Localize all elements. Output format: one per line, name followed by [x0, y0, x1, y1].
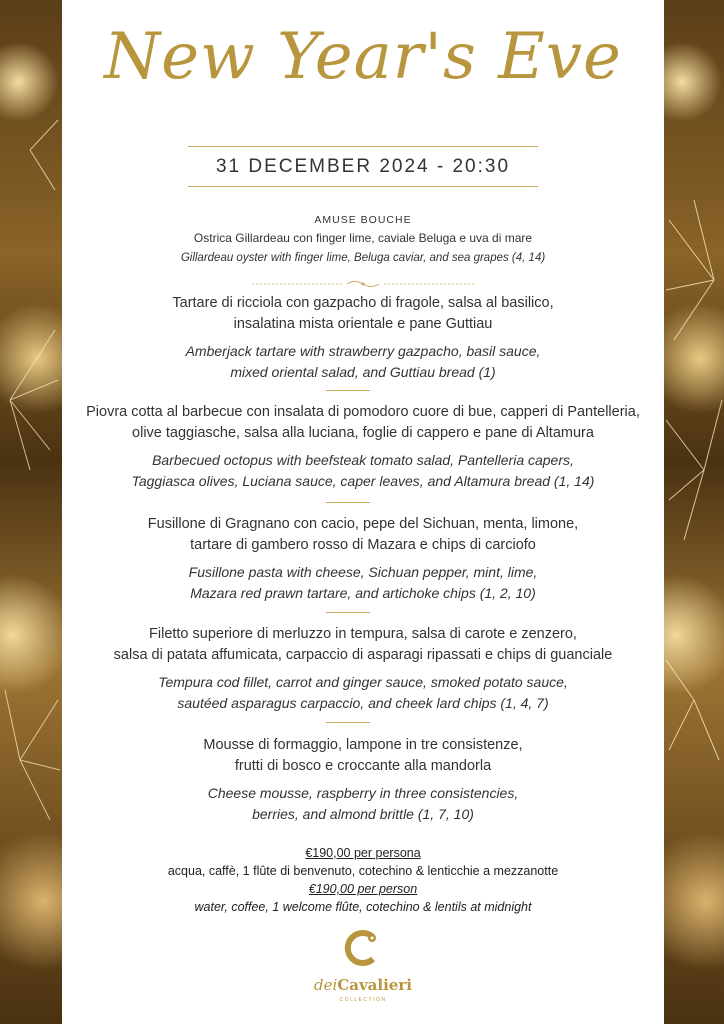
pricing-block	[62, 844, 664, 916]
course-italian-line: Tartare di ricciola con gazpacho di fragole, salsa al basilico,	[172, 295, 554, 311]
course-italian-line: Filetto superiore di merluzzo in tempura, salsa di carote e zenzero,	[149, 626, 577, 642]
brand-main: Cavalieri	[337, 976, 412, 994]
brand-name	[62, 976, 664, 994]
course-5	[62, 735, 664, 825]
date-rule-top	[188, 146, 538, 147]
course-english-line: Barbecued octopus with beefsteak tomato salad, Pantelleria capers,	[152, 452, 574, 468]
ornament-divider-icon	[252, 279, 474, 289]
course-4	[62, 624, 664, 714]
course-english-line: berries, and almond brittle (1, 7, 10)	[252, 806, 474, 822]
course-2	[62, 402, 664, 492]
event-date: 31 DECEMBER 2024 - 20:30	[215, 156, 511, 177]
course-english-line: Amberjack tartare with strawberry gazpacho, basil sauce,	[185, 343, 541, 359]
brand-collection: COLLECTION	[339, 997, 387, 1003]
course-english-line: Fusillone pasta with cheese, Sichuan pepper, mint, lime,	[188, 564, 538, 580]
course-separator	[326, 390, 370, 391]
course-english-line: mixed oriental salad, and Guttiau bread (1)	[230, 364, 496, 380]
amuse-italian: Ostrica Gillardeau con finger lime, caviale Beluga e uva di mare	[193, 231, 533, 245]
fireworks-right-panel	[664, 0, 724, 1024]
course-separator	[326, 502, 370, 503]
amuse-heading: AMUSE BOUCHE	[314, 214, 412, 226]
course-separator	[326, 612, 370, 613]
course-italian-line: tartare di gambero rosso di Mazara e chips di carciofo	[190, 537, 536, 553]
course-italian-line: Piovra cotta al barbecue con insalata di pomodoro cuore di bue, capperi di Pantelleria,	[86, 404, 640, 420]
amuse-bouche	[62, 212, 664, 268]
course-italian-line: Fusillone di Gragnano con cacio, pepe del Sichuan, menta, limone,	[147, 516, 579, 532]
date-rule-bottom	[188, 186, 538, 187]
price-note-italian: acqua, caffè, 1 flûte di benvenuto, cotechino & lenticchie a mezzanotte	[167, 864, 559, 878]
course-english-line: Taggiasca olives, Luciana sauce, caper leaves, and Altamura bread (1, 14)	[131, 473, 595, 489]
price-note-english: water, coffee, 1 welcome flûte, cotechino & lentils at midnight	[194, 900, 532, 914]
course-1	[62, 293, 664, 383]
course-english-line: Mazara red prawn tartare, and artichoke chips (1, 2, 10)	[190, 585, 536, 601]
price-english: €190,00 per person	[308, 882, 418, 896]
course-italian-line: Mousse di formaggio, lampone in tre consistenze,	[203, 737, 523, 753]
course-italian-line: olive taggiasche, salsa alla luciana, foglie di cappero e pane di Altamura	[132, 425, 594, 441]
sparkle-decoration-icon	[664, 0, 724, 1024]
course-english-line: Tempura cod fillet, carrot and ginger sauce, smoked potato sauce,	[158, 674, 568, 690]
page-title: New Year's Eve	[104, 20, 622, 94]
amuse-english: Gillardeau oyster with finger lime, Beluga caviar, and sea grapes (4, 14)	[180, 252, 546, 264]
course-english-line: sautéed asparagus carpaccio, and cheek lard chips (1, 4, 7)	[177, 695, 549, 711]
course-italian-line: salsa di patata affumicata, carpaccio di asparagi ripassati e chips di guanciale	[113, 647, 613, 663]
course-italian-line: insalatina mista orientale e pane Guttiau	[233, 316, 493, 332]
brand-prefix: dei	[314, 976, 338, 994]
fireworks-left-panel	[0, 0, 62, 1024]
course-separator	[326, 722, 370, 723]
logo-c-icon	[343, 928, 383, 968]
course-english-line: Cheese mousse, raspberry in three consistencies,	[207, 785, 519, 801]
course-3	[62, 514, 664, 604]
menu-page	[62, 0, 664, 1024]
sparkle-decoration-icon	[0, 0, 62, 1024]
course-italian-line: frutti di bosco e croccante alla mandorla	[234, 758, 492, 774]
price-italian: €190,00 per persona	[305, 846, 421, 860]
